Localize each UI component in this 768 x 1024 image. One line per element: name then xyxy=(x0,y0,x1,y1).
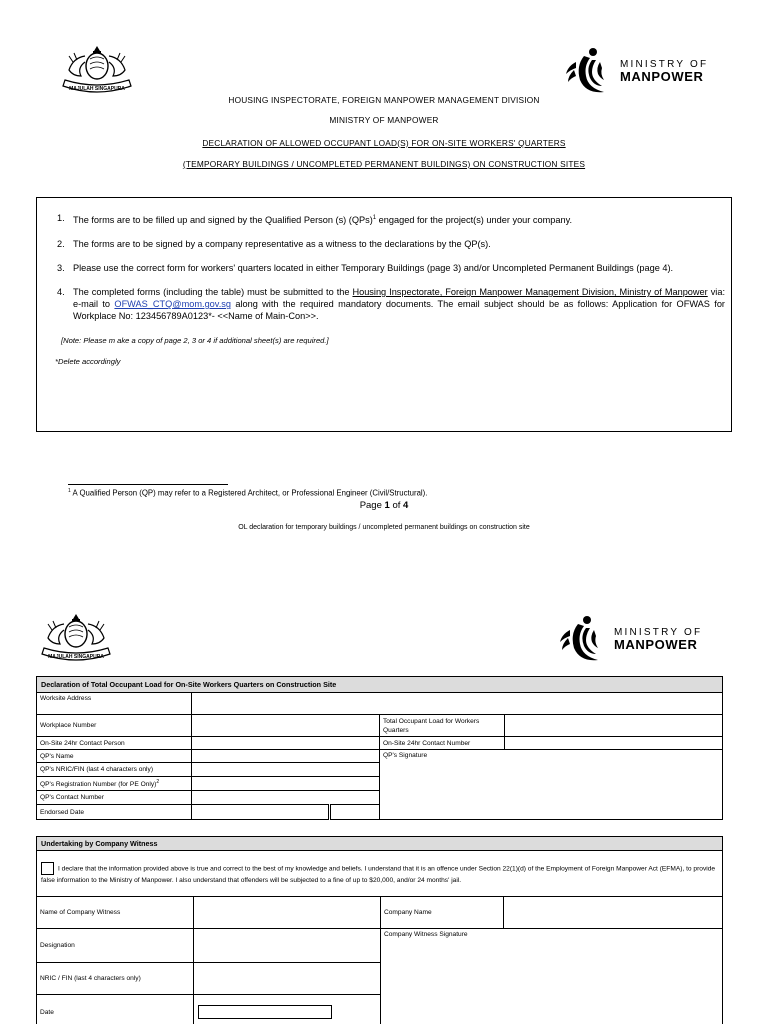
crest-motto: MAJULAH SINGAPURA xyxy=(69,86,125,92)
company-witness-table xyxy=(36,836,723,1024)
header-division: HOUSING INSPECTORATE, FOREIGN MANPOWER MANAGEMENT DIVISION xyxy=(228,95,540,105)
singapore-crest-logo xyxy=(36,610,116,668)
witness-signature-field[interactable] xyxy=(381,929,723,1024)
designation-field[interactable] xyxy=(194,929,381,963)
mom-swirl-icon xyxy=(556,612,610,666)
date-input[interactable] xyxy=(198,1005,332,1019)
footnote-divider xyxy=(68,484,228,485)
witness-signature-label: Company Witness Signature xyxy=(384,931,468,938)
contact-person-label: On-Site 24hr Contact Person xyxy=(37,737,192,750)
nric-field[interactable] xyxy=(194,963,381,995)
witness-table-title: Undertaking by Company Witness xyxy=(37,837,723,851)
worksite-address-field[interactable] xyxy=(192,693,723,715)
copy-note: [Note: Please m ake a copy of page 2, 3 or 4 if additional sheet(s) are required.] xyxy=(61,336,329,346)
instruction-item: 1. The forms are to be filled up and signed by the Qualified Person (s) (QPs)$^1$ engaged for the project(s) under your company. xyxy=(57,213,573,226)
header-declaration-subtitle: (TEMPORARY BUILDINGS / UNCOMPLETED PERMANENT BUILDINGS) ON CONSTRUCTION SITES xyxy=(182,159,586,169)
total-ol-label: Total Occupant Load for Workers Quarters xyxy=(380,715,505,737)
instructions-list xyxy=(49,212,725,322)
endorsed-date-extra-field[interactable] xyxy=(330,805,380,820)
qp-contact-field[interactable] xyxy=(192,791,380,805)
contact-number-label: On-Site 24hr Contact Number xyxy=(380,737,505,750)
contact-number-field[interactable] xyxy=(505,737,723,750)
worksite-address-label: Worksite Address xyxy=(37,693,192,715)
qp-nric-label: QP's NRIC/FIN (last 4 characters only) xyxy=(37,763,192,777)
witness-name-label: Name of Company Witness xyxy=(37,897,194,929)
ministry-of-manpower-logo xyxy=(562,44,708,98)
qp-registration-label: QP's Registration Number (for PE Only)$^2$ xyxy=(37,777,192,791)
logo-ministry-of: MINISTRY OF xyxy=(614,626,703,638)
division-link-text: Housing Inspectorate, Foreign Manpower Management Division, Ministry of Manpower xyxy=(352,287,708,298)
nric-label: NRIC / FIN (last 4 characters only) xyxy=(37,963,194,995)
crest-motto: MAJULAH SINGAPURA xyxy=(48,654,104,660)
table-title: Declaration of Total Occupant Load for On-Site Workers Quarters on Construction Site xyxy=(37,677,723,693)
instruction-item: 3. Please use the correct form for workers' quarters located in either Temporary Buildings (page 3) and/or Uncompleted Permanent Buildings (page 4). xyxy=(57,263,674,274)
qp-contact-label: QP's Contact Number xyxy=(37,791,192,805)
occupant-load-table xyxy=(36,676,723,820)
logo-manpower: MANPOWER xyxy=(614,636,698,652)
mom-swirl-icon xyxy=(562,44,616,98)
instruction-item: 2. The forms are to be signed by a company representative as a witness to the declarations by the QP(s). xyxy=(57,239,491,250)
singapore-crest-logo xyxy=(57,42,137,100)
workplace-number-label: Workplace Number xyxy=(37,715,192,737)
endorsed-date-label: Endorsed Date xyxy=(37,805,192,820)
qp-registration-field[interactable] xyxy=(192,777,380,791)
qp-signature-field[interactable] xyxy=(380,750,723,820)
logo-ministry-of: MINISTRY OF xyxy=(620,58,709,70)
total-ol-field[interactable] xyxy=(505,715,723,737)
company-name-label: Company Name xyxy=(381,897,504,929)
email-link[interactable]: OFWAS_CTQ@mom.gov.sg xyxy=(114,299,231,310)
delete-note: *Delete accordingly xyxy=(55,357,121,367)
workplace-number-field[interactable] xyxy=(192,715,380,737)
qp-name-field[interactable] xyxy=(192,750,380,763)
contact-person-field[interactable] xyxy=(192,737,380,750)
declaration-checkbox[interactable] xyxy=(41,862,54,875)
header-ministry: MINISTRY OF MANPOWER xyxy=(329,115,439,125)
footnote: $^1$ A Qualified Person (QP) may refer to a Registered Architect, or Professional Engineer (Civil/Structural). xyxy=(68,488,428,498)
ministry-of-manpower-logo xyxy=(556,612,702,666)
designation-label: Designation xyxy=(37,929,194,963)
qp-nric-field[interactable] xyxy=(192,763,380,777)
instructions-box xyxy=(36,197,732,432)
endorsed-date-field[interactable] xyxy=(192,805,330,820)
company-name-field[interactable] xyxy=(504,897,723,929)
date-cell xyxy=(194,995,381,1024)
page-number: Page 1 of 4 xyxy=(359,500,409,511)
header-declaration-title: DECLARATION OF ALLOWED OCCUPANT LOAD(S) FOR ON-SITE WORKERS' QUARTERS xyxy=(202,138,566,148)
page-footer: OL declaration for temporary buildings / uncompleted permanent buildings on construction site xyxy=(238,524,530,531)
logo-manpower: MANPOWER xyxy=(620,68,704,84)
qp-signature-label: QP's Signature xyxy=(383,752,428,759)
declaration-text: I declare that the information provided above is true and correct to the best of my knowledge and beliefs. I understand that it is an offence under Section 22(1)(d) of the Employment of Foreign Manpower Act (EFMA), to provide false information to the Ministry of Manpower. I also understand that offenders will be subjected to a fine of up to $20,000, and/or 24 months' jail. xyxy=(41,864,716,884)
witness-name-field[interactable] xyxy=(194,897,381,929)
witness-declaration xyxy=(37,851,723,897)
qp-name-label: QP's Name xyxy=(37,750,192,763)
date-label: Date xyxy=(37,995,194,1024)
instruction-item: 4. The completed forms (including the table) must be submitted to the Housing Inspectorate, Foreign Manpower Management Division, Ministry of Manpower via: e-mail to OFWAS_CTQ@mom.gov.sg along with the required mandatory documents. The email subject should be as follows: Application for OFWAS for Workplace No: 123456789A0123*- <<Name of Main-Con>>. xyxy=(57,287,725,322)
